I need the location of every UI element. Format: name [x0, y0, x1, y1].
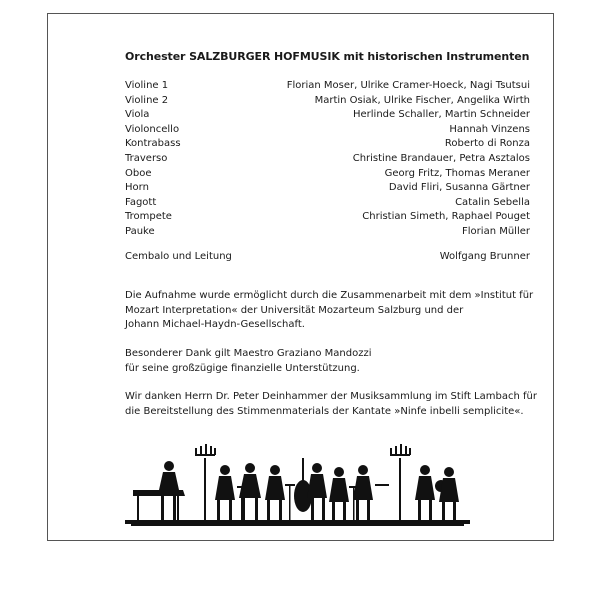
acknowledgement-sponsor — [125, 347, 530, 376]
roster-row — [125, 79, 530, 94]
roster-row — [125, 181, 530, 196]
paragraph-line: Mozart Interpretation« der Universität Mozarteum Salzburg und der — [125, 304, 464, 316]
instrument-name: Traverso — [125, 152, 168, 164]
roster-row — [125, 167, 530, 182]
player-names: Hannah Vinzens — [449, 123, 530, 135]
player-names: Christine Brandauer, Petra Asztalos — [352, 152, 530, 164]
instrument-name: Viola — [125, 109, 150, 121]
instrument-name: Violoncello — [125, 123, 180, 135]
roster-row — [125, 152, 530, 167]
conductor-row — [125, 250, 530, 265]
roster-row — [125, 123, 530, 138]
paragraph-line: Besonderer Dank gilt Maestro Graziano Mandozzi — [125, 347, 372, 359]
instrument-name: Trompete — [125, 211, 172, 223]
orchestra-silhouette-icon — [125, 440, 470, 530]
musician-roster — [125, 79, 530, 240]
player-names: Florian Moser, Ulrike Cramer-Hoeck, Nagi Tsutsui — [286, 80, 530, 91]
paragraph-line: Wir danken Herrn Dr. Peter Deinhammer der Musiksammlung im Stift Lambach für — [125, 391, 537, 403]
instrument-name: Oboe — [125, 167, 152, 179]
player-names: Roberto di Ronza — [444, 138, 530, 150]
instrument-name: Pauke — [125, 225, 155, 237]
instrument-name: Kontrabass — [125, 138, 181, 150]
player-names: Christian Simeth, Raphael Pouget — [362, 211, 530, 223]
instrument-name: Violine 2 — [125, 94, 169, 106]
roster-row — [125, 94, 530, 109]
roster-row — [125, 108, 530, 123]
instrument-name: Fagott — [125, 196, 157, 208]
acknowledgement-library — [125, 390, 537, 419]
player-names: Florian Müller — [462, 225, 530, 237]
roster-row — [125, 196, 530, 211]
conductor-role: Cembalo und Leitung — [125, 250, 232, 262]
roster-row — [125, 210, 530, 225]
instrument-name: Horn — [125, 182, 149, 194]
paragraph-line: Johann Michael-Haydn-Gesellschaft. — [125, 319, 305, 331]
player-names: Georg Fritz, Thomas Meraner — [384, 167, 530, 179]
paragraph-line: Die Aufnahme wurde ermöglicht durch die Zusammenarbeit mit dem »Institut für — [125, 290, 534, 302]
roster-row — [125, 137, 530, 152]
player-names: Catalin Sebella — [455, 196, 530, 208]
roster-row — [125, 225, 530, 240]
paragraph-line: für seine großzügige finanzielle Unterstützung. — [125, 362, 360, 374]
acknowledgement-collaboration — [125, 289, 534, 333]
credits-content — [125, 50, 537, 419]
instrument-name: Violine 1 — [125, 80, 169, 91]
player-names: Martin Osiak, Ulrike Fischer, Angelika Wirth — [314, 94, 530, 106]
conductor-name: Wolfgang Brunner — [439, 250, 530, 262]
player-names: David Fliri, Susanna Gärtner — [388, 182, 530, 194]
player-names: Herlinde Schaller, Martin Schneider — [353, 109, 530, 121]
page-title: Orchester SALZBURGER HOFMUSIK mit historischen Instrumenten — [125, 50, 530, 63]
paragraph-line: die Bereitstellung des Stimmenmaterials der Kantate »Ninfe inbelli semplicite«. — [125, 405, 524, 417]
